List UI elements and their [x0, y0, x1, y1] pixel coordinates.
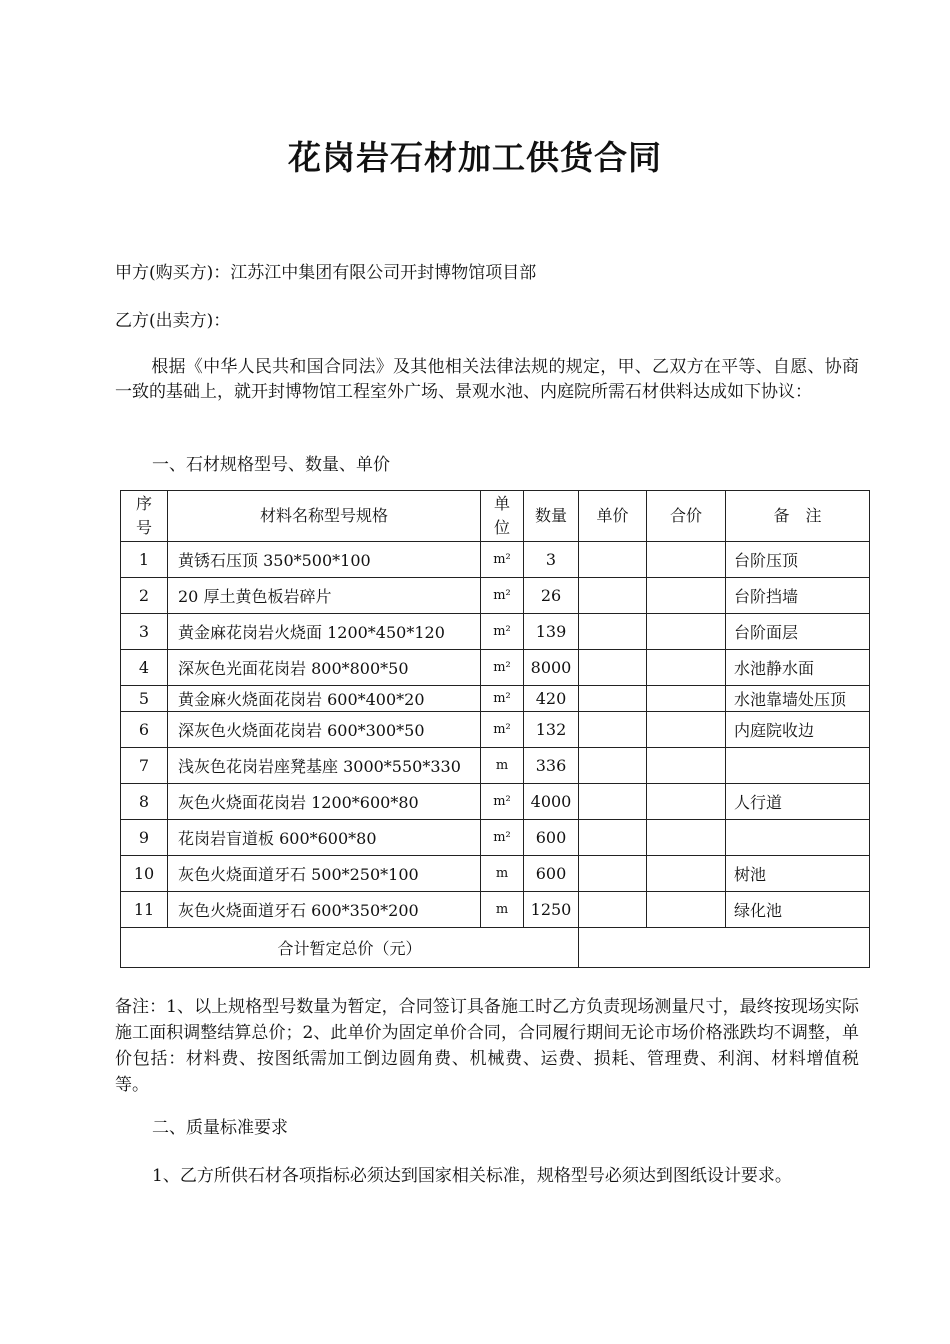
- row-unit: m²: [481, 650, 524, 686]
- table-row: [121, 542, 870, 578]
- table-row: [121, 712, 870, 748]
- row-qty: 420: [524, 686, 579, 712]
- header-remark: 备 注: [726, 491, 870, 542]
- row-unit: m²: [481, 614, 524, 650]
- row-name: 20 厚土黄色板岩碎片: [168, 578, 481, 614]
- section-2-heading: 二、质量标准要求: [152, 1118, 288, 1138]
- row-no: 2: [121, 578, 168, 614]
- row-qty: 132: [524, 712, 579, 748]
- clause-2-1: 1、乙方所供石材各项指标必须达到国家相关标准，规格型号必须达到图纸设计要求。: [152, 1166, 792, 1186]
- section-1-heading: 一、石材规格型号、数量、单价: [152, 455, 390, 475]
- row-name: 灰色火烧面花岗岩 1200*600*80: [168, 784, 481, 820]
- table-total-row: [121, 928, 870, 968]
- row-qty: 8000: [524, 650, 579, 686]
- row-total: [647, 578, 726, 614]
- row-name: 浅灰色花岗岩座凳基座 3000*550*330: [168, 748, 481, 784]
- row-total: [647, 784, 726, 820]
- row-remark: 绿化池: [726, 892, 870, 928]
- stone-spec-table: [120, 490, 870, 968]
- row-remark: 人行道: [726, 784, 870, 820]
- table-row: [121, 686, 870, 712]
- row-price: [579, 856, 647, 892]
- row-price: [579, 650, 647, 686]
- row-qty: 4000: [524, 784, 579, 820]
- row-name: 黄金麻火烧面花岗岩 600*400*20: [168, 686, 481, 712]
- row-no: 10: [121, 856, 168, 892]
- row-remark: [726, 820, 870, 856]
- row-unit: m²: [481, 542, 524, 578]
- row-no: 6: [121, 712, 168, 748]
- row-total: [647, 892, 726, 928]
- row-unit: m²: [481, 712, 524, 748]
- row-remark: 内庭院收边: [726, 712, 870, 748]
- row-qty: 1250: [524, 892, 579, 928]
- row-price: [579, 614, 647, 650]
- intro-paragraph: [115, 355, 859, 405]
- row-total: [647, 748, 726, 784]
- table-row: [121, 614, 870, 650]
- table-row: [121, 892, 870, 928]
- table-row: [121, 820, 870, 856]
- row-name: 灰色火烧面道牙石 600*350*200: [168, 892, 481, 928]
- row-total: [647, 614, 726, 650]
- header-total: 合价: [647, 491, 726, 542]
- row-qty: 600: [524, 856, 579, 892]
- table-row: [121, 856, 870, 892]
- row-unit: m²: [481, 686, 524, 712]
- row-name: 深灰色火烧面花岗岩 600*300*50: [168, 712, 481, 748]
- row-remark: 台阶挡墙: [726, 578, 870, 614]
- row-no: 3: [121, 614, 168, 650]
- table-row: [121, 578, 870, 614]
- row-unit: m²: [481, 578, 524, 614]
- row-unit: m²: [481, 820, 524, 856]
- row-total: [647, 712, 726, 748]
- total-label: 合计暂定总价（元）: [121, 928, 579, 968]
- table-row: [121, 784, 870, 820]
- row-unit: m: [481, 892, 524, 928]
- row-price: [579, 892, 647, 928]
- row-qty: 600: [524, 820, 579, 856]
- row-qty: 26: [524, 578, 579, 614]
- row-qty: 336: [524, 748, 579, 784]
- row-total: [647, 820, 726, 856]
- row-remark: 台阶面层: [726, 614, 870, 650]
- row-no: 11: [121, 892, 168, 928]
- row-unit: m: [481, 856, 524, 892]
- row-remark: 水池靠墙处压顶: [726, 686, 870, 712]
- table-note: 备注：1、以上规格型号数量为暂定，合同签订具备施工时乙方负责现场测量尺寸，最终按现场实际施工面积调整结算总价；2、此单价为固定单价合同，合同履行期间无论市场价格涨跌均不调整，单价包括：材料费、按图纸需加工倒边圆角费、机械费、运费、损耗、管理费、利润、材料增值税等。: [115, 997, 859, 1095]
- header-name: 材料名称型号规格: [168, 491, 481, 542]
- row-unit: m: [481, 748, 524, 784]
- row-no: 1: [121, 542, 168, 578]
- total-value: [579, 928, 870, 968]
- row-price: [579, 748, 647, 784]
- row-price: [579, 820, 647, 856]
- row-qty: 3: [524, 542, 579, 578]
- row-name: 灰色火烧面道牙石 500*250*100: [168, 856, 481, 892]
- header-price: 单价: [579, 491, 647, 542]
- row-remark: 水池静水面: [726, 650, 870, 686]
- table-row: [121, 650, 870, 686]
- row-no: 9: [121, 820, 168, 856]
- row-total: [647, 856, 726, 892]
- row-no: 7: [121, 748, 168, 784]
- row-remark: 台阶压顶: [726, 542, 870, 578]
- header-seq: 序 号: [121, 491, 168, 542]
- row-name: 深灰色光面花岗岩 800*800*50: [168, 650, 481, 686]
- row-no: 4: [121, 650, 168, 686]
- row-name: 黄锈石压顶 350*500*100: [168, 542, 481, 578]
- party-b: 乙方(出卖方)：: [115, 311, 231, 331]
- table-row: [121, 748, 870, 784]
- party-a: 甲方(购买方)：江苏江中集团有限公司开封博物馆项目部: [115, 263, 537, 283]
- row-remark: 树池: [726, 856, 870, 892]
- row-price: [579, 686, 647, 712]
- row-no: 8: [121, 784, 168, 820]
- row-unit: m²: [481, 784, 524, 820]
- table-header-row: [121, 491, 870, 542]
- row-total: [647, 650, 726, 686]
- row-total: [647, 686, 726, 712]
- row-name: 花岗岩盲道板 600*600*80: [168, 820, 481, 856]
- row-price: [579, 712, 647, 748]
- contract-title: 花岗岩石材加工供货合同: [288, 138, 662, 177]
- row-price: [579, 784, 647, 820]
- row-name: 黄金麻花岗岩火烧面 1200*450*120: [168, 614, 481, 650]
- row-price: [579, 542, 647, 578]
- row-remark: [726, 748, 870, 784]
- row-no: 5: [121, 686, 168, 712]
- header-unit: 单 位: [481, 491, 524, 542]
- intro-text: 根据《中华人民共和国合同法》及其他相关法律法规的规定，甲、乙双方在平等、自愿、协商一致的基础上，就开封博物馆工程室外广场、景观水池、内庭院所需石材供料达成如下协议：: [115, 357, 859, 402]
- row-price: [579, 578, 647, 614]
- row-total: [647, 542, 726, 578]
- row-qty: 139: [524, 614, 579, 650]
- header-qty: 数量: [524, 491, 579, 542]
